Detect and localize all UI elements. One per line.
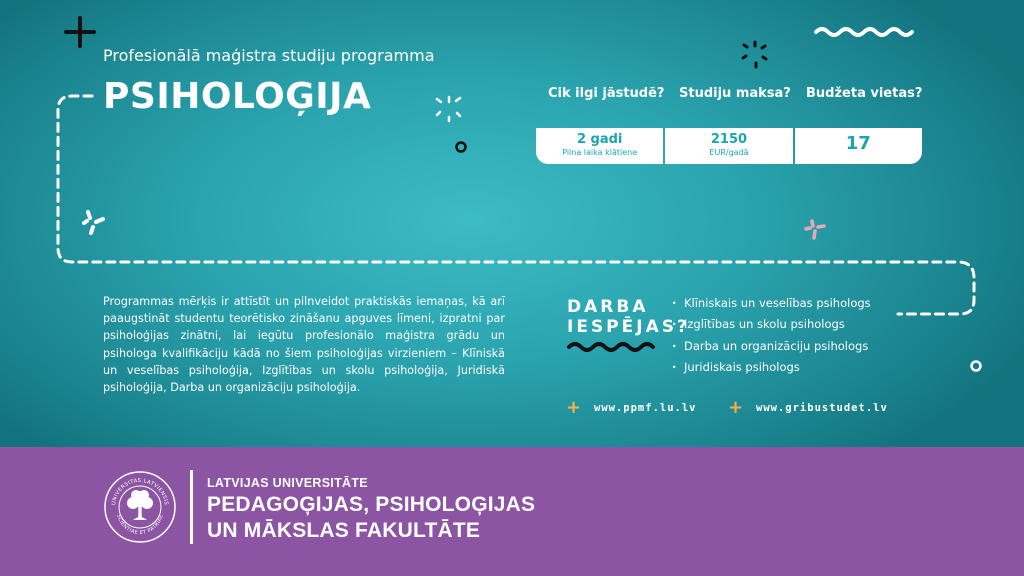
- question-budget: Budžeta vietas?: [806, 86, 923, 101]
- list-item: · Izglītības un skolu psihologs: [672, 314, 871, 335]
- stats-bar: [536, 128, 922, 164]
- sparkle-icon: [437, 97, 460, 121]
- jobs-title-line: DARBA: [567, 297, 649, 317]
- stat-value: 17: [845, 133, 871, 154]
- svg-text:SCIENTIAE ET PATRIAE: SCIENTIAE ET PATRIAE: [115, 513, 165, 537]
- program-title: PSIHOLOĢIJA: [103, 76, 372, 117]
- link-gribustudet[interactable]: www.gribustudet.lv: [756, 402, 888, 414]
- ring-icon: [457, 143, 466, 152]
- wave-icon: [816, 29, 912, 35]
- sparkle-icon: [806, 221, 824, 238]
- faculty-name: [207, 492, 535, 544]
- wave-icon: [569, 344, 653, 350]
- question-duration: Cik ilgi jāstudē?: [548, 86, 665, 101]
- list-item: · Klīniskais un veselības psihologs: [672, 293, 871, 314]
- list-item: · Juridiskais psihologs: [672, 357, 871, 378]
- sparkle-icon: [84, 212, 103, 233]
- plus-icon: [66, 18, 94, 46]
- plus-icon: +: [728, 397, 744, 418]
- stat-note: Pilna laika klātiene: [562, 148, 638, 157]
- faculty-name-line: PEDAGOĢIJAS, PSIHOLOĢIJAS: [207, 493, 536, 516]
- sparkle-icon: [743, 42, 766, 67]
- program-description: Programmas mērķis ir attīstīt un pilnveidot praktiskās iemaņas, kā arī paaugstināt studentu teorētisko zināšanu apguves līmeni, izpratni par psiholoģijas zinātni, lai iegūtu profesionālo maģistra grādu un psihologa kvalifikāciju kādā no šiem psiholoģijas virzieniem – Klīniskā un veselības psiholoģija, Izglītības un skolu psiholoģija, Juridiskā psiholoģija, Darba un organizāciju psiholoģija.: [103, 295, 505, 395]
- stat-duration: [536, 128, 663, 164]
- svg-text:UNIVERSITAS LATVIENSIS: UNIVERSITAS LATVIENSIS: [111, 477, 169, 506]
- jobs-list: [672, 293, 871, 378]
- list-item: · Darba un organizāciju psihologs: [672, 336, 871, 357]
- stat-note: EUR/gadā: [709, 148, 749, 157]
- stat-value: 2 gadi: [576, 132, 623, 147]
- plus-icon: +: [566, 397, 582, 418]
- stat-value: 2150: [710, 132, 748, 147]
- footer-divider: [190, 470, 193, 544]
- faculty-name-line: UN MĀKSLAS FAKULTĀTE: [207, 519, 481, 542]
- stat-budget: [795, 128, 922, 164]
- link-ppmf[interactable]: www.ppmf.lu.lv: [594, 402, 697, 414]
- university-name: LATVIJAS UNIVERSITĀTE: [207, 476, 368, 490]
- jobs-title-line: IESPĒJAS?: [567, 317, 690, 337]
- stat-cost: [665, 128, 792, 164]
- program-subtitle: Profesionālā maģistra studiju programma: [103, 46, 435, 65]
- question-cost: Studiju maksa?: [679, 86, 791, 101]
- ring-icon: [972, 362, 981, 371]
- university-seal-icon: [103, 470, 177, 544]
